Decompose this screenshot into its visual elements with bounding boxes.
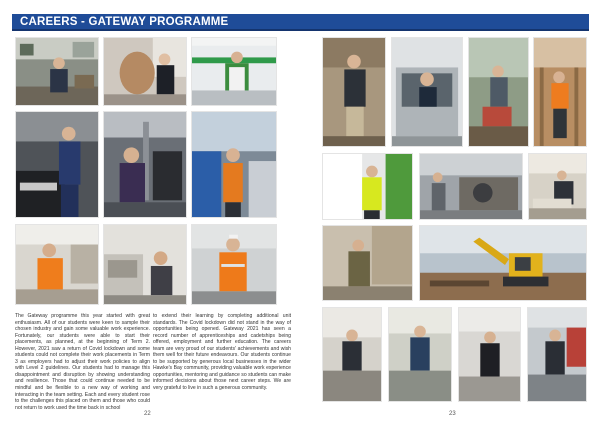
photo-construction-student bbox=[191, 224, 277, 305]
photo-office-student bbox=[322, 307, 382, 402]
photo-retail-student bbox=[15, 224, 99, 305]
photo-digger-student bbox=[419, 225, 587, 301]
body-text-left: The Gateway programme this year started with great enthusiasm. All of our students were keen to sample their chosen industry and gain some valuable work experience. Fortunately, our students were able to start their placements, as planned, at the beginning of Term 2. However, 2021 saw a return of Covid lockdown and some students could not complete their work placements in Term 3 as employers had to adjust their work policies to align with Level 2 guidelines. Our students had to manage this disappointment and disruption by showing understanding and resilience. Those that could continue needed to be mindful and be flexible to a new way of working and interacting in the team setting. Each and every student rose to the challenges this placed on them and those who could not return to work used the time back in school bbox=[15, 313, 150, 411]
photo-joinery-student bbox=[528, 153, 587, 220]
photo-butchery-student bbox=[191, 37, 277, 106]
photo-engineering-student bbox=[103, 111, 187, 218]
photo-hi-vis-student bbox=[322, 153, 413, 220]
photo-workshop-student bbox=[15, 37, 99, 106]
body-text-right: to extend their learning by completing additional unit standards. The Covid lockdown did not stand in the way of opportunities being opened. Gateway 2021 has seen a record number of apprenticeships and cadetships being offered, employment and further education. The careers team are very proud of our students' achievements and wish them well for their future endeavours. Our students continue to be supported by generous local businesses in the wider Hawke's Bay community, providing valuable work experience opportunities, mentoring and guidance so students can make informed decisions about those next career steps. We are very grateful to live in such a generous community. bbox=[153, 313, 291, 392]
header-bar bbox=[12, 14, 589, 31]
page-number-left: 22 bbox=[144, 411, 151, 417]
page-title: CAREERS - GATEWAY PROGRAMME bbox=[20, 16, 229, 28]
photo-car-student bbox=[391, 37, 463, 147]
photo-automotive-student bbox=[15, 111, 99, 218]
photo-kitchen-student bbox=[458, 307, 521, 402]
photo-storefront-student bbox=[527, 307, 587, 402]
photo-mechanic-student bbox=[191, 111, 277, 218]
photo-barista-student bbox=[388, 307, 452, 402]
page-number-right: 23 bbox=[449, 411, 456, 417]
photo-camo-student bbox=[322, 225, 413, 301]
photo-landscaping-student bbox=[468, 37, 529, 147]
photo-electrician-student bbox=[322, 37, 386, 147]
photo-hospitality-student bbox=[103, 224, 187, 305]
photo-builder-student bbox=[533, 37, 587, 147]
photo-plant-workshop-student bbox=[419, 153, 523, 220]
photo-hairdressing-student bbox=[103, 37, 187, 106]
